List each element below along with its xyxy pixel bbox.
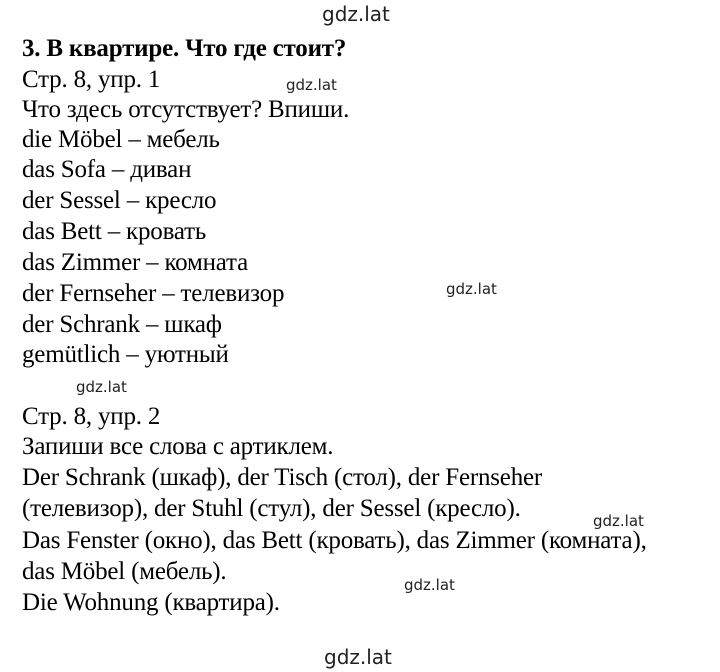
answer-line: Der Schrank (шкаф), der Tisch (стол), der Fernseher <box>22 464 543 491</box>
watermark: gdz.lat <box>593 512 644 530</box>
answer-line: Die Wohnung (квартира). <box>22 589 280 616</box>
exercise-ref-2: Стр. 8, упр. 2 <box>22 403 161 430</box>
vocab-item: gemütlich – уютный <box>22 341 229 368</box>
exercise-ref-1: Стр. 8, упр. 1 <box>22 66 161 93</box>
answer-line: das Möbel (мебель). <box>22 558 227 585</box>
vocab-item: der Schrank – шкаф <box>22 311 222 338</box>
vocab-item: der Sessel – кресло <box>22 187 217 214</box>
answer-line: (телевизор), der Stuhl (стул), der Sessel (кресло). <box>22 495 521 522</box>
watermark: gdz.lat <box>76 378 127 396</box>
exercise-task-1: Что здесь отсутствует? Впиши. <box>22 96 350 123</box>
vocab-item: das Zimmer – комната <box>22 249 248 276</box>
vocab-item: die Möbel – мебель <box>22 126 220 153</box>
page-title: 3. В квартире. Что где стоит? <box>22 35 347 62</box>
watermark-bottom: gdz.lat <box>324 645 392 669</box>
vocab-item: das Sofa – диван <box>22 156 192 183</box>
exercise-task-2: Запиши все слова с артиклем. <box>22 433 334 460</box>
watermark: gdz.lat <box>404 576 455 594</box>
watermark: gdz.lat <box>446 280 497 298</box>
watermark: gdz.lat <box>286 76 337 94</box>
vocab-item: der Fernseher – телевизор <box>22 280 285 307</box>
vocab-item: das Bett – кровать <box>22 218 207 245</box>
answer-line: Das Fenster (окно), das Bett (кровать), das Zimmer (комната), <box>22 527 647 554</box>
watermark-top: gdz.lat <box>322 2 390 26</box>
